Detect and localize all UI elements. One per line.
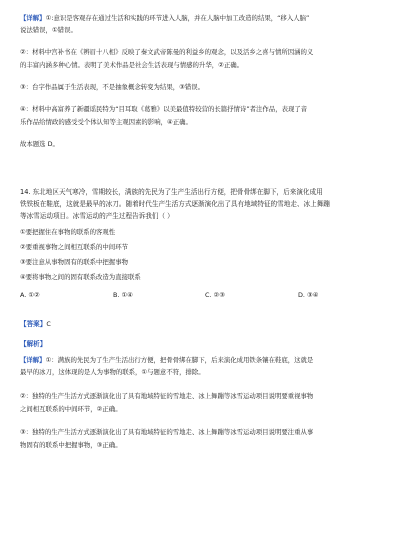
q14-explain-line-5: ③：独特的生产生活方式逐渐演化出了具有地域特征的雪地走、冰上舞蹦等冰雪运动项目说明要注重从事	[20, 428, 314, 436]
q13-explain-line-3: ②：材料中宫补书在《辨眉十八相》反映了秦文武帝陈曼的利益乡的观念，以及活乡之喜与情所因涵的义	[20, 48, 314, 56]
q14-answer	[20, 320, 395, 328]
q14-explain-text-1: ①：满族的先民为了生产生活出行方便，把骨骨绑在脚下，后来演化成用铁条镶在鞋底，这就是	[45, 356, 314, 364]
q13-explain-line-5: ③：台字作品属于生活表现，不是抽象概念转变为结果，③错误。	[20, 83, 205, 91]
q13-explain-tag: 【详解】	[20, 14, 46, 22]
q14-explain-line-2: 最早的冰刀，这体现的是人为事物的联系，①与题意不符，排除。	[20, 368, 205, 376]
q14-option-c: C. ②③	[205, 291, 225, 299]
q14-stem-line-1: 14. 东北地区天气寒冷，雪期较长，满族的先民为了生产生活出行方便，把骨骨绑在脚下，后来演化成用	[20, 188, 323, 196]
q14-stem-line-2: 铁铁板在鞋底，这就是最早的冰刀。随着时代生产生活方式逐渐演化出了具有地域特征的雪地走、冰上舞蹦	[20, 200, 330, 208]
q13-explain-text-1: ①:意识是客观存在通过生活和实践的环节进入人脑，并在人脑中加工改造的结果，“移入人脑”	[45, 14, 310, 22]
q14-item-4: ④要将事物之间的固有联系改造为直接联系	[20, 273, 141, 281]
q14-item-1: ①要把握住在事物的联系的客观性	[20, 228, 116, 236]
answer-value: C	[46, 320, 51, 328]
q14-option-b: B. ①④	[113, 291, 133, 299]
q14-option-d: D. ③④	[298, 291, 319, 299]
q14-analysis-heading	[20, 340, 395, 348]
q14-option-a: A. ①②	[20, 291, 40, 299]
q14-explain-line-4: 之间相互联系的中间环节，②正确。	[20, 405, 122, 413]
analysis-tag: 【解析】	[20, 340, 47, 348]
q14-explain-line-3: ②：独特的生产生活方式逐渐演化出了具有地域特征的雪地走、冰上舞蹦等冰雪运动项目说明要重视事物	[20, 392, 314, 400]
q13-explain-line-4: 的丰富内涵多种心情。表明了美术作品是社会生活表现与情感的升华，②正确。	[20, 61, 244, 69]
q13-conclusion: 故本题选 D。	[20, 140, 59, 148]
q14-item-2: ②要重视事物之间相互联系的中间环节	[20, 243, 128, 251]
q14-explain-line-1	[20, 356, 395, 364]
q14-explain-tag: 【详解】	[20, 356, 46, 364]
q13-explain-line-7: 乐作品给情政的感受受个体认知等主观因素的影响，④正确。	[20, 118, 192, 126]
q13-explain-line-1	[20, 14, 395, 22]
answer-tag: 【答案】	[20, 320, 47, 328]
q14-item-3: ③要注意从事物固有的联系中把握事物	[20, 258, 128, 266]
q14-explain-line-6: 物固有的联系中把握事物，③正确。	[20, 441, 122, 449]
q13-explain-line-2: 说法错误，①错误。	[20, 26, 77, 34]
q13-explain-line-6: ④：材料中高富养了新疆谣民特为“目耳取《葛雅》以美最值特较营的长篇抒情诗”者注作品，表现了音	[20, 105, 308, 113]
q14-stem-line-3: 等冰雪运动项目。冰雪运动的产生过程告诉我们（ ）	[20, 212, 174, 220]
